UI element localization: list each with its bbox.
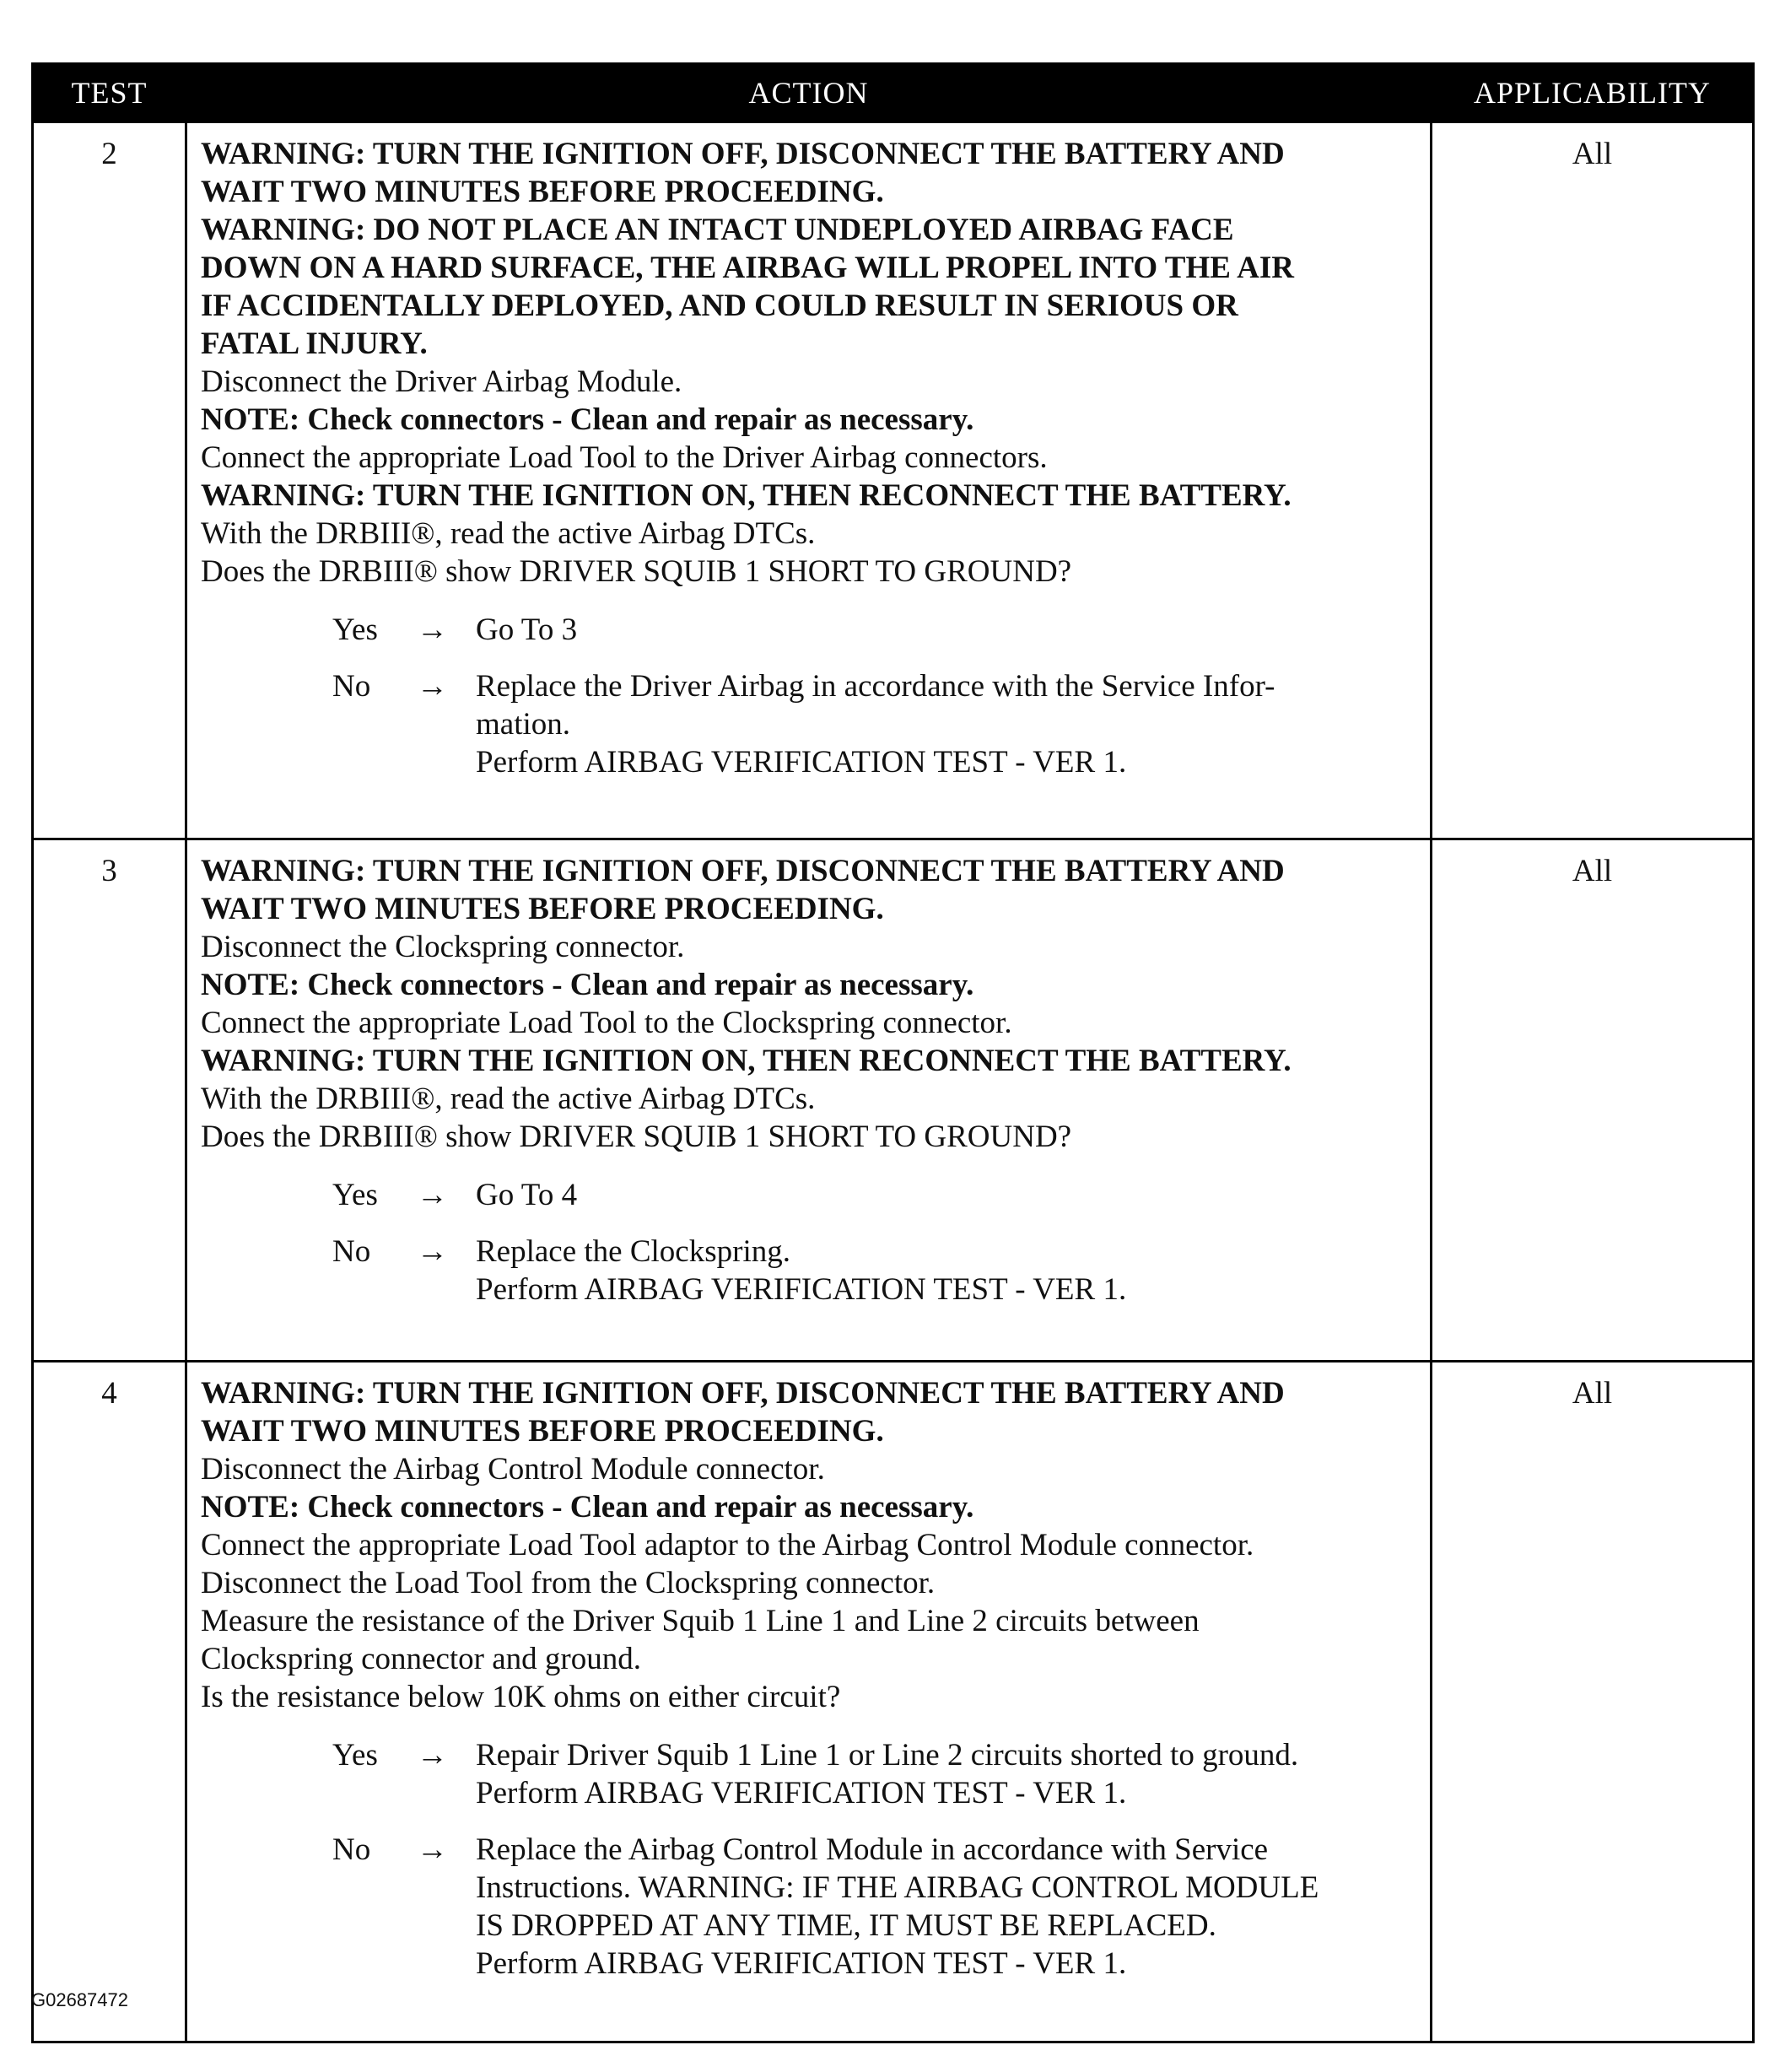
warning-line: WAIT TWO MINUTES BEFORE PROCEEDING. xyxy=(201,1414,884,1449)
warning-line: NOTE: Check connectors - Clean and repair as necessary. xyxy=(201,402,974,437)
branch-item xyxy=(201,611,1421,649)
result-line: IS DROPPED AT ANY TIME, IT MUST BE REPLACED. xyxy=(476,1908,1216,1943)
warning-line: WAIT TWO MINUTES BEFORE PROCEEDING. xyxy=(201,892,884,926)
branch-item xyxy=(201,667,1421,781)
warning-line: NOTE: Check connectors - Clean and repair as necessary. xyxy=(201,1490,974,1524)
branch-list xyxy=(201,1736,1421,1983)
branch-list xyxy=(201,611,1421,781)
result-line: Perform AIRBAG VERIFICATION TEST - VER 1. xyxy=(476,1272,1127,1307)
branch-result xyxy=(476,1233,1421,1308)
warning-line: DOWN ON A HARD SURFACE, THE AIRBAG WILL PROPEL INTO THE AIR xyxy=(201,251,1294,285)
warning-line: FATAL INJURY. xyxy=(201,326,428,361)
warning-line: WARNING: TURN THE IGNITION OFF, DISCONNECT THE BATTERY AND xyxy=(201,1376,1285,1411)
header-test: TEST xyxy=(33,64,186,122)
arrow-right-icon: → xyxy=(417,1832,448,1867)
warning-line: WARNING: TURN THE IGNITION ON, THEN RECONNECT THE BATTERY. xyxy=(201,1044,1292,1078)
branch-option: Yes xyxy=(332,1738,378,1773)
instruction-line: Connect the appropriate Load Tool to the Driver Airbag connectors. xyxy=(201,440,1048,475)
arrow-right-icon: → xyxy=(417,1234,448,1269)
branch-result xyxy=(476,1736,1421,1812)
instruction-line: Does the DRBIII® show DRIVER SQUIB 1 SHORT TO GROUND? xyxy=(201,1120,1072,1154)
instruction-line: Does the DRBIII® show DRIVER SQUIB 1 SHORT TO GROUND? xyxy=(201,554,1072,589)
action-cell xyxy=(186,1362,1432,2042)
instruction-line: Connect the appropriate Load Tool to the Clockspring connector. xyxy=(201,1006,1012,1040)
arrow-right-icon: → xyxy=(417,1178,448,1212)
branch-result xyxy=(476,667,1421,781)
result-line: Go To 4 xyxy=(476,1178,578,1212)
applicability-cell: All xyxy=(1432,839,1754,1362)
result-line: Replace the Driver Airbag in accordance with the Service Infor- xyxy=(476,669,1275,704)
figure-id: G02687472 xyxy=(31,1989,128,2010)
test-number: 2 xyxy=(33,122,186,839)
instruction-line: Disconnect the Airbag Control Module connector. xyxy=(201,1452,825,1487)
result-line: Go To 3 xyxy=(476,612,578,647)
warning-line: WARNING: TURN THE IGNITION ON, THEN RECONNECT THE BATTERY. xyxy=(201,478,1292,513)
branch-result xyxy=(476,611,1421,649)
branch-item xyxy=(201,1736,1421,1812)
instruction-line: Disconnect the Driver Airbag Module. xyxy=(201,364,682,399)
applicability-cell: All xyxy=(1432,1362,1754,2042)
warning-line: WARNING: DO NOT PLACE AN INTACT UNDEPLOYED AIRBAG FACE xyxy=(201,213,1234,247)
test-number: 3 xyxy=(33,839,186,1362)
branch-item xyxy=(201,1831,1421,1983)
branch-list xyxy=(201,1176,1421,1308)
branch-item xyxy=(201,1176,1421,1214)
result-line: Repair Driver Squib 1 Line 1 or Line 2 circuits shorted to ground. xyxy=(476,1738,1299,1773)
branch-option: Yes xyxy=(332,612,378,647)
header-action: ACTION xyxy=(186,64,1432,122)
branch-option: Yes xyxy=(332,1178,378,1212)
warning-line: WARNING: TURN THE IGNITION OFF, DISCONNECT THE BATTERY AND xyxy=(201,137,1285,171)
header-applicability: APPLICABILITY xyxy=(1432,64,1754,122)
arrow-right-icon: → xyxy=(417,669,448,704)
result-line: Instructions. WARNING: IF THE AIRBAG CONTROL MODULE xyxy=(476,1870,1319,1905)
arrow-right-icon: → xyxy=(417,612,448,647)
table-row xyxy=(33,839,1754,1362)
result-line: Perform AIRBAG VERIFICATION TEST - VER 1. xyxy=(476,745,1127,780)
table-header-row xyxy=(33,64,1754,122)
result-line: Perform AIRBAG VERIFICATION TEST - VER 1. xyxy=(476,1776,1127,1810)
result-line: Replace the Airbag Control Module in accordance with Service xyxy=(476,1832,1269,1867)
warning-line: NOTE: Check connectors - Clean and repair as necessary. xyxy=(201,968,974,1002)
result-line: Replace the Clockspring. xyxy=(476,1234,790,1269)
instruction-line: With the DRBIII®, read the active Airbag DTCs. xyxy=(201,1082,816,1116)
branch-result xyxy=(476,1176,1421,1214)
branch-option: No xyxy=(332,1234,371,1269)
test-number: 4 xyxy=(33,1362,186,2042)
warning-line: WARNING: TURN THE IGNITION OFF, DISCONNECT THE BATTERY AND xyxy=(201,854,1285,888)
diagnostic-test-table xyxy=(31,62,1755,2043)
table-row xyxy=(33,122,1754,839)
instruction-line: With the DRBIII®, read the active Airbag DTCs. xyxy=(201,516,816,551)
instruction-line: Measure the resistance of the Driver Squib 1 Line 1 and Line 2 circuits between xyxy=(201,1604,1200,1638)
warning-line: WAIT TWO MINUTES BEFORE PROCEEDING. xyxy=(201,175,884,209)
action-cell xyxy=(186,839,1432,1362)
instruction-line: Is the resistance below 10K ohms on either circuit? xyxy=(201,1680,841,1714)
branch-item xyxy=(201,1233,1421,1308)
table-body xyxy=(33,122,1754,2042)
instruction-line: Disconnect the Clockspring connector. xyxy=(201,930,685,964)
result-line: Perform AIRBAG VERIFICATION TEST - VER 1. xyxy=(476,1946,1127,1981)
table-row xyxy=(33,1362,1754,2042)
instruction-line: Connect the appropriate Load Tool adaptor to the Airbag Control Module connector. xyxy=(201,1528,1254,1562)
arrow-right-icon: → xyxy=(417,1738,448,1773)
branch-option: No xyxy=(332,1832,371,1867)
action-cell xyxy=(186,122,1432,839)
result-line: mation. xyxy=(476,707,571,742)
applicability-cell: All xyxy=(1432,122,1754,839)
warning-line: IF ACCIDENTALLY DEPLOYED, AND COULD RESULT IN SERIOUS OR xyxy=(201,289,1238,323)
instruction-line: Disconnect the Load Tool from the Clockspring connector. xyxy=(201,1566,936,1600)
instruction-line: Clockspring connector and ground. xyxy=(201,1642,641,1676)
branch-result xyxy=(476,1831,1421,1983)
branch-option: No xyxy=(332,669,371,704)
